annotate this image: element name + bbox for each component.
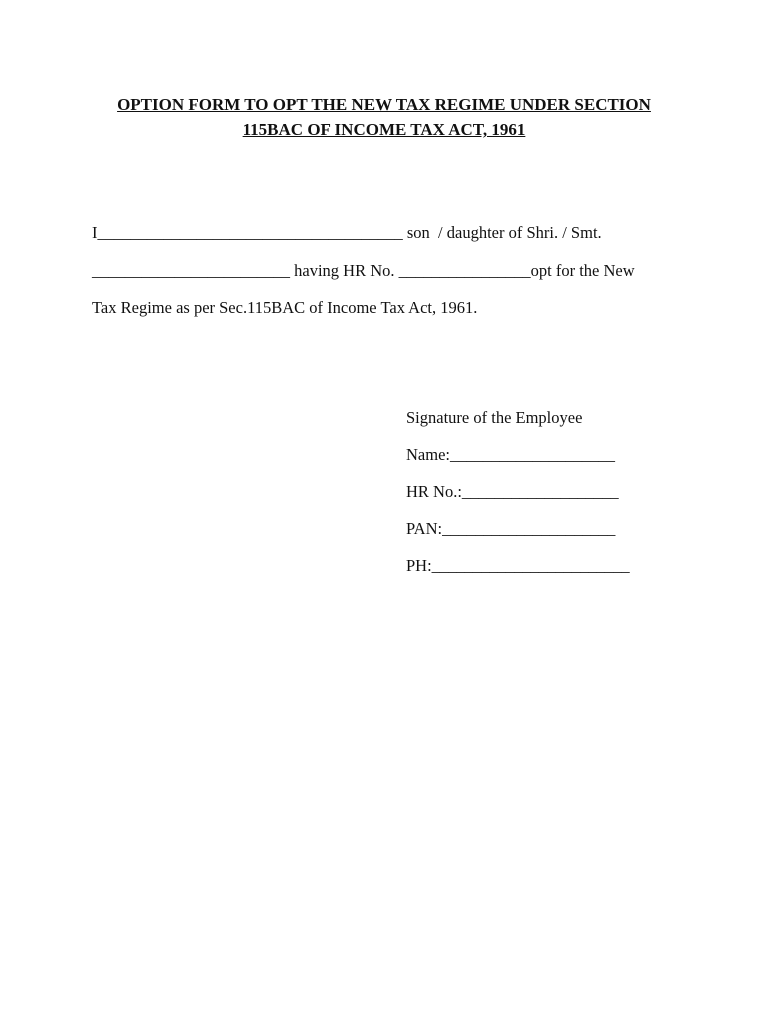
declaration-line-2: ________________________ having HR No. ________________opt for the New: [92, 261, 635, 280]
hr-no-field: HR No.:___________________: [406, 482, 619, 501]
declaration-line-3: Tax Regime as per Sec.115BAC of Income Tax Act, 1961.: [92, 298, 478, 317]
pan-field: PAN:_____________________: [406, 519, 616, 538]
signature-label: Signature of the Employee: [406, 408, 583, 427]
name-field: Name:____________________: [406, 445, 615, 464]
form-title-line-2: 115BAC OF INCOME TAX ACT, 1961: [242, 120, 526, 139]
ph-field: PH:________________________: [406, 556, 630, 575]
declaration-line-1: I_____________________________________ son / daughter of Shri. / Smt.: [92, 223, 602, 242]
form-title-line-1: OPTION FORM TO OPT THE NEW TAX REGIME UNDER SECTION: [117, 95, 651, 114]
